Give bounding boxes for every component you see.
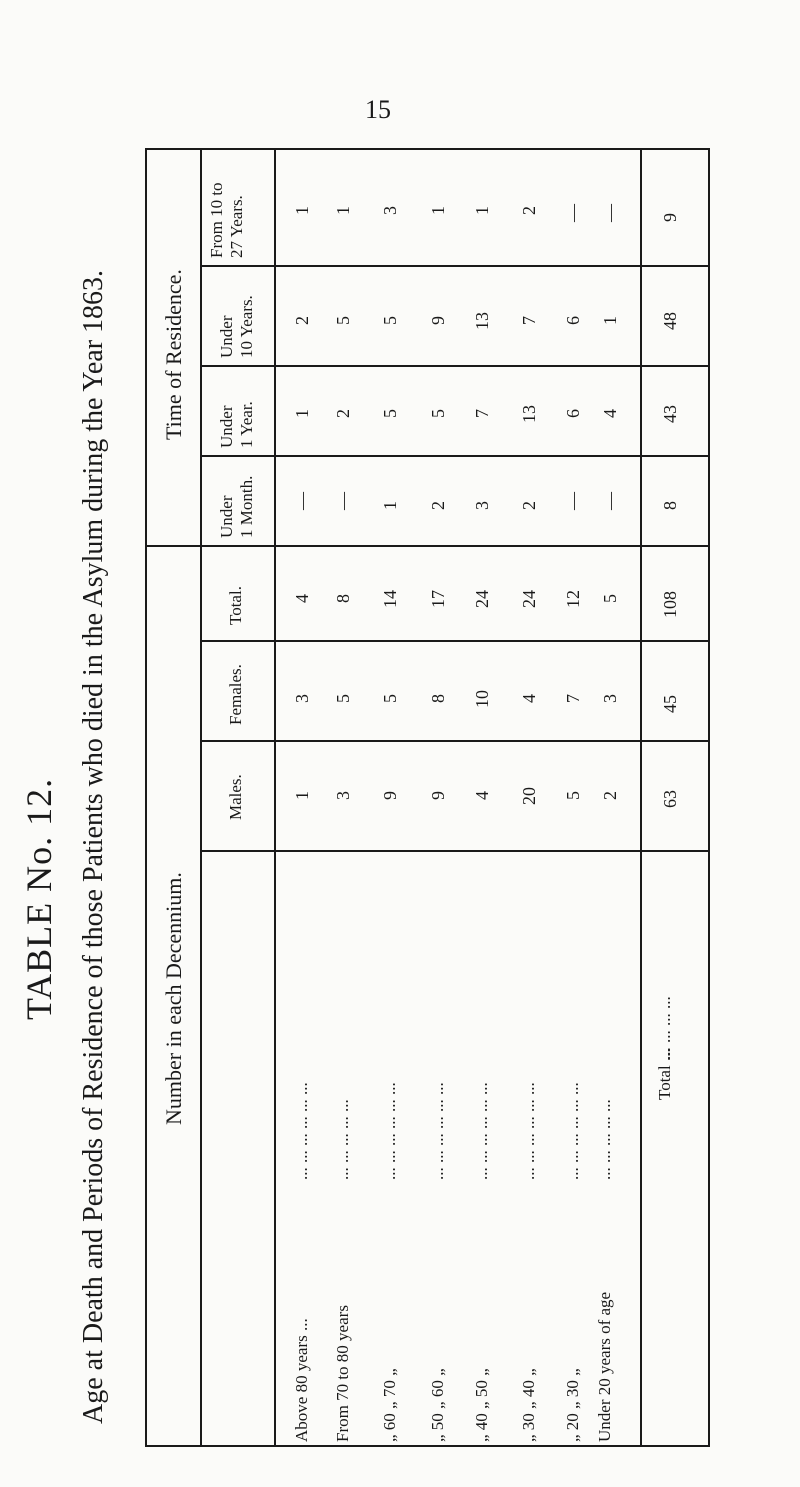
header-males: Males. — [226, 774, 245, 820]
cell-from-10-to-27: 1 — [472, 206, 492, 215]
header-females: Females. — [226, 664, 245, 725]
cell-from-10-to-27: — — [600, 204, 620, 222]
cell-under-10-years: 5 — [333, 316, 353, 325]
header-under-1-month: Under 1 Month. — [217, 475, 256, 538]
cell-under-10-years: 5 — [380, 316, 400, 325]
page-number: 15 — [365, 95, 391, 124]
cell-under-1-month: — — [563, 492, 583, 510]
totals-label: Total ... — [655, 1048, 674, 1100]
row-label: Above 80 years ... — [292, 1318, 311, 1442]
row-label: From 70 to 80 years — [333, 1305, 352, 1442]
header-from-10-to-27: From 10 to 27 Years. — [207, 182, 246, 258]
total-from-10-to-27: 9 — [660, 213, 680, 222]
cell-under-1-year: 2 — [333, 409, 353, 418]
cell-females: 5 — [380, 694, 400, 703]
row-label: „ 30 „ 40 „ — [519, 1368, 538, 1442]
cell-males: 1 — [292, 791, 312, 800]
total-total: 108 — [660, 591, 680, 618]
header-under-10-years: Under 10 Years. — [217, 295, 256, 358]
cell-females: 3 — [292, 694, 312, 703]
table-title: Age at Death and Periods of Residence of those Patients who died in the Asylum during the Year 1863. — [78, 269, 109, 1424]
cell-under-1-year: 1 — [292, 409, 312, 418]
cell-under-1-year: 4 — [600, 409, 620, 418]
cell-females: 7 — [563, 694, 583, 703]
cell-under-10-years: 6 — [563, 316, 583, 325]
cell-under-1-year: 5 — [428, 409, 448, 418]
group-time-of-residence: Time of Residence. — [161, 269, 186, 440]
table-label: TABLE No. 12. — [19, 777, 59, 1020]
cell-females: 10 — [472, 690, 492, 708]
cell-males: 20 — [519, 787, 539, 805]
leader-dots: ... ... ... ... ... ... — [472, 1082, 491, 1180]
cell-males: 9 — [428, 791, 448, 800]
cell-from-10-to-27: 1 — [333, 206, 353, 215]
group-number-in-decennium: Number in each Decennium. — [161, 872, 186, 1125]
cell-under-1-month: 3 — [472, 501, 492, 510]
cell-under-10-years: 2 — [292, 316, 312, 325]
cell-from-10-to-27: 3 — [380, 206, 400, 215]
leader-dots: ... ... ... ... ... ... — [292, 1082, 311, 1180]
cell-under-1-month: — — [333, 492, 353, 510]
cell-under-10-years: 13 — [472, 312, 492, 330]
cell-females: 8 — [428, 694, 448, 703]
cell-total: 4 — [292, 594, 312, 603]
cell-males: 9 — [380, 791, 400, 800]
cell-from-10-to-27: 2 — [519, 206, 539, 215]
cell-total: 12 — [563, 590, 583, 608]
cell-total: 24 — [519, 590, 539, 608]
cell-females: 3 — [600, 694, 620, 703]
cell-under-10-years: 7 — [519, 316, 539, 325]
header-total: Total. — [226, 586, 245, 625]
cell-under-1-year: 5 — [380, 409, 400, 418]
total-under-10-years: 48 — [660, 312, 680, 330]
row-label: „ 50 „ 60 „ — [428, 1368, 447, 1442]
leader-dots: ... ... ... ... ... ... — [563, 1082, 582, 1180]
cell-under-1-year: 13 — [519, 405, 539, 423]
cell-under-1-month: — — [600, 492, 620, 510]
header-under-1-year: Under 1 Year. — [217, 401, 256, 448]
cell-males: 2 — [600, 791, 620, 800]
cell-from-10-to-27: — — [563, 204, 583, 222]
total-under-1-year: 43 — [660, 405, 680, 423]
total-females: 45 — [660, 695, 680, 713]
cell-females: 4 — [519, 694, 539, 703]
cell-total: 5 — [600, 594, 620, 603]
cell-under-1-month: 2 — [519, 501, 539, 510]
cell-females: 5 — [333, 694, 353, 703]
cell-under-1-year: 6 — [563, 409, 583, 418]
cell-under-1-month: 1 — [380, 501, 400, 510]
leader-dots: ... ... ... ... ... ... — [380, 1082, 399, 1180]
cell-under-1-month: — — [292, 492, 312, 510]
cell-under-1-month: 2 — [428, 501, 448, 510]
cell-males: 4 — [472, 791, 492, 800]
cell-total: 8 — [333, 594, 353, 603]
row-label: „ 20 „ 30 „ — [563, 1368, 582, 1442]
total-under-1-month: 8 — [660, 501, 680, 510]
row-label: Under 20 years of age — [595, 1291, 614, 1442]
leader-dots: ... ... ... ... ... — [595, 1099, 614, 1180]
cell-total: 17 — [428, 590, 448, 608]
cell-under-10-years: 9 — [428, 316, 448, 325]
cell-from-10-to-27: 1 — [292, 206, 312, 215]
leader-dots: ... ... ... ... ... — [333, 1099, 352, 1180]
cell-under-1-year: 7 — [472, 409, 492, 418]
cell-under-10-years: 1 — [600, 316, 620, 325]
cell-males: 3 — [333, 791, 353, 800]
cell-total: 24 — [472, 590, 492, 608]
cell-total: 14 — [380, 590, 400, 608]
total-males: 63 — [660, 790, 680, 808]
leader-dots: ... ... ... ... — [655, 996, 674, 1060]
cell-males: 5 — [563, 791, 583, 800]
row-label: „ 40 „ 50 „ — [472, 1368, 491, 1442]
cell-from-10-to-27: 1 — [428, 206, 448, 215]
leader-dots: ... ... ... ... ... ... — [428, 1082, 447, 1180]
leader-dots: ... ... ... ... ... ... — [519, 1082, 538, 1180]
row-label: „ 60 „ 70 „ — [380, 1368, 399, 1442]
